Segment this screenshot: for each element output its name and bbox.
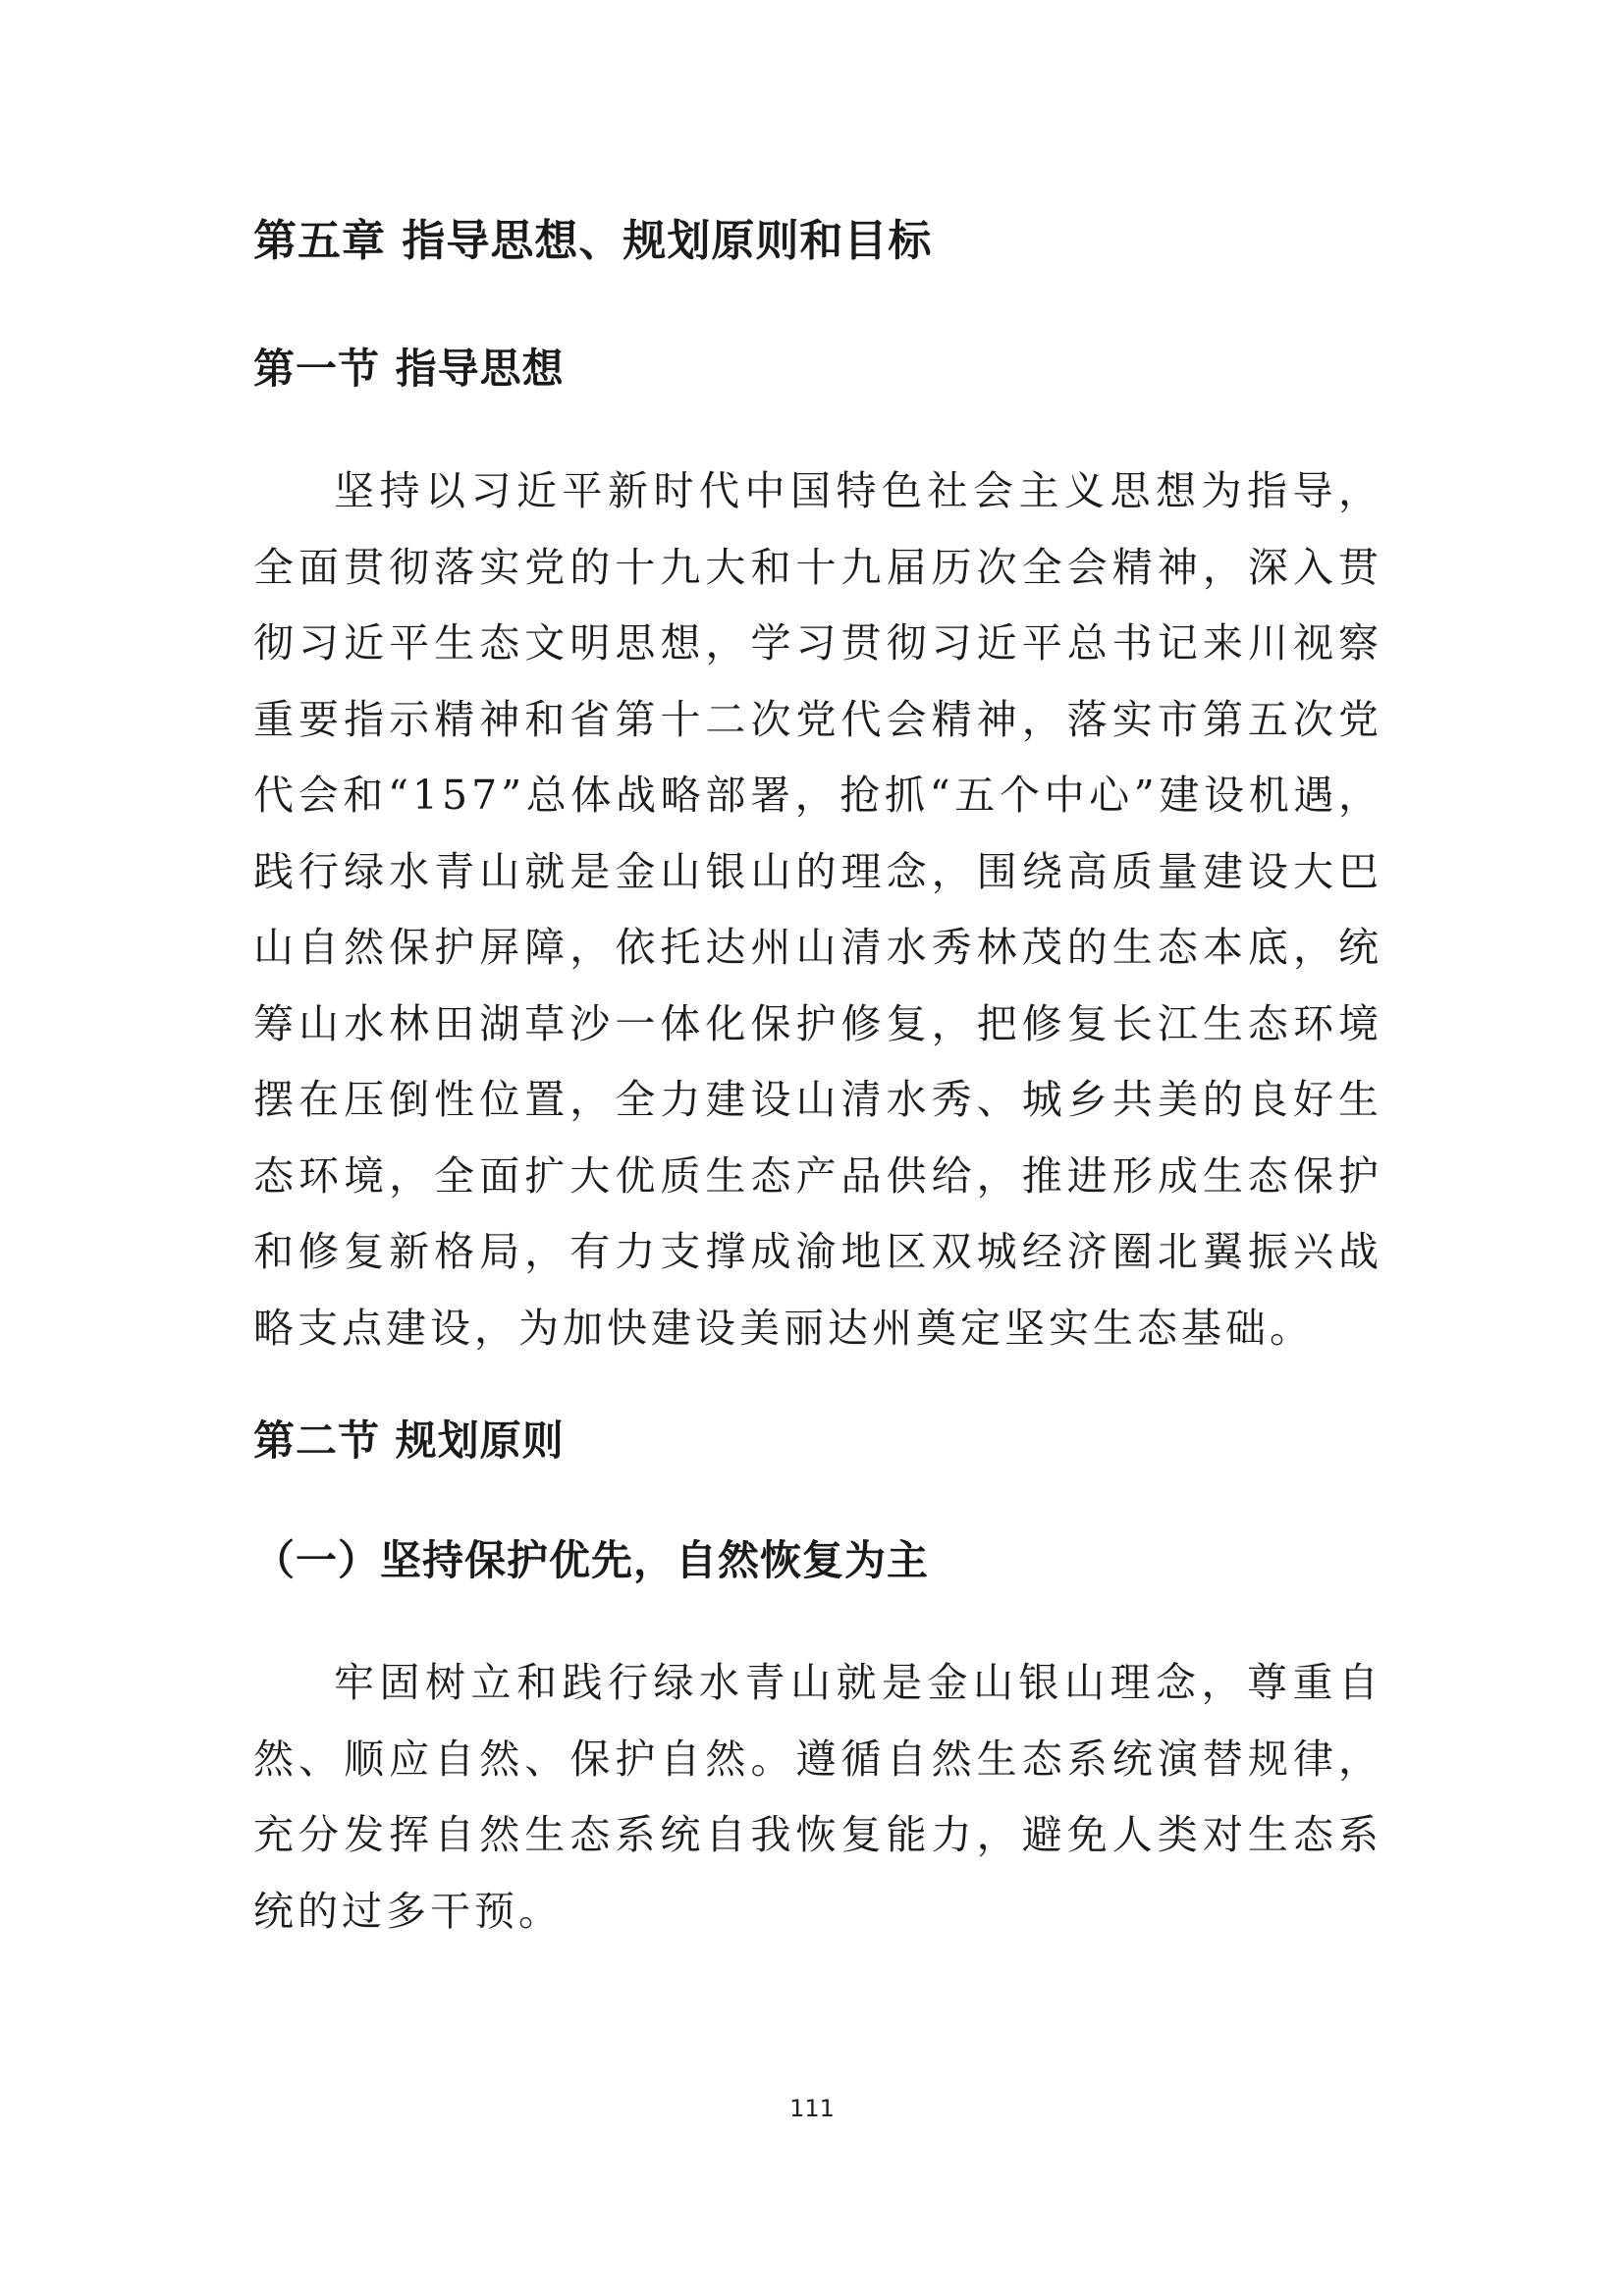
paragraph-guiding-ideology: 坚持以习近平新时代中国特色社会主义思想为指导，全面贯彻落实党的十九大和十九届历次全会精神，深入贯彻习近平生态文明思想，学习贯彻习近平总书记来川视察重要指示精神和省第十二次党代会精神，落实市第五次党代会和“157”总体战略部署，抢抓“五个中心”建设机遇，践行绿水青山就是金山银山的理念，围绕高质量建设大巴山自然保护屏障，依托达州山清水秀林茂的生态本底，统筹山水林田湖草沙一体化保护修复，把修复长江生态环境摆在压倒性位置，全力建设山清水秀、城乡共美的良好生态环境，全面扩大优质生态产品供给，推进形成生态保护和修复新格局，有力支撑成渝地区双城经济圈北翼振兴战略支点建设，为加快建设美丽达州奠定坚实生态基础。 bbox=[253, 467, 1382, 1352]
section-title-guiding-ideology: 第一节 指导思想 bbox=[253, 345, 565, 393]
page-number: 111 bbox=[789, 2095, 835, 2122]
chapter-title: 第五章 指导思想、规划原则和目标 bbox=[253, 216, 933, 266]
subsection-title-protection-first: （一）坚持保护优先，自然恢复为主 bbox=[253, 1536, 930, 1584]
paragraph-protection-first: 牢固树立和践行绿水青山就是金山银山理念，尊重自然、顺应自然、保护自然。遵循自然生态系统演替规律，充分发挥自然生态系统自我恢复能力，避免人类对生态系统的过多干预。 bbox=[253, 1659, 1382, 1935]
section-title-planning-principles: 第二节 规划原则 bbox=[253, 1416, 565, 1465]
